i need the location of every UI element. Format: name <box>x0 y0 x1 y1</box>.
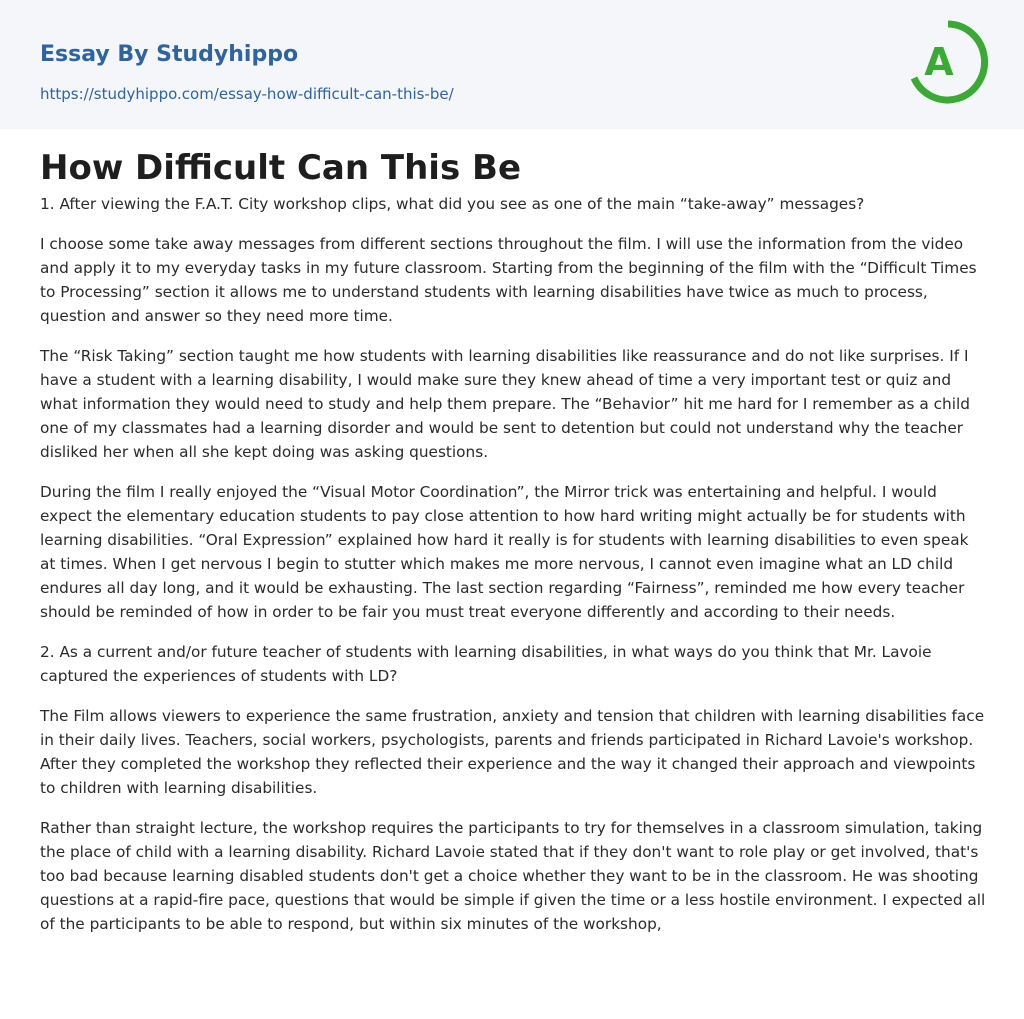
studyhippo-logo-icon[interactable] <box>906 18 990 106</box>
site-header <box>0 0 1024 129</box>
essay-paragraph: The “Risk Taking” section taught me how students with learning disabilities like reassurance and do not like surprises. If I have a student with a learning disability, I would make sure they knew ahead of time a very important test or quiz and what information they would need to study and help them prepare. The “Behavior” hit me hard for I remember as a child one of my classmates had a learning disorder and would be sent to detention but could not understand why the teacher disliked her when all she kept doing was asking questions. <box>40 347 970 461</box>
essay-paragraph: 1. After viewing the F.A.T. City workshop clips, what did you see as one of the main “take-away” messages? <box>40 195 865 213</box>
essay-paragraph: The Film allows viewers to experience the same frustration, anxiety and tension that children with learning disabilities face in their daily lives. Teachers, social workers, psychologists, parents and friends participated in Richard Lavoie's workshop. After they completed the workshop they reflected their experience and the way it changed their approach and viewpoints to children with learning disabilities. <box>40 707 985 797</box>
essay-url-link[interactable]: https://studyhippo.com/essay-how-difficult-can-this-be/ <box>40 85 454 103</box>
essay-paragraph: Rather than straight lecture, the workshop requires the participants to try for themselves in a classroom simulation, taking the place of child with a learning disability. Richard Lavoie stated that if they don't want to role play or get involved, that's too bad because learning disabled students don't get a choice whether they want to be in the classroom. He was shooting questions at a rapid-fire pace, questions that would be simple if given the time or a less hostile environment. I expected all of the participants to be able to respond, but within six minutes of the workshop, <box>40 819 986 933</box>
essay-paragraph: I choose some take away messages from different sections throughout the film. I will use the information from the video and apply it to my everyday tasks in my future classroom. Starting from the beginning of the film with the “Difficult Times to Processing” section it allows me to understand students with learning disabilities have twice as much to process, question and answer so they need more time. <box>40 235 977 325</box>
essay-paragraph: During the film I really enjoyed the “Visual Motor Coordination”, the Mirror trick was entertaining and helpful. I would expect the elementary education students to pay close attention to how hard writing might actually be for students with learning disabilities. “Oral Expression” explained how hard it really is for students with learning disabilities to even speak at times. When I get nervous I begin to stutter which makes me more nervous, I cannot even imagine what an LD child endures all day long, and it would be exhausting. The last section regarding “Fairness”, reminded me how every teacher should be reminded of how in order to be fair you must treat everyone differently and according to their needs. <box>40 483 969 621</box>
essay-paragraph: 2. As a current and/or future teacher of students with learning disabilities, in what ways do you think that Mr. Lavoie captured the experiences of students with LD? <box>40 643 932 685</box>
essay-content <box>40 140 986 952</box>
logo-letter: A <box>924 40 954 84</box>
brand-title[interactable]: Essay By Studyhippo <box>40 42 299 67</box>
essay-title: How Difficult Can This Be <box>40 148 521 188</box>
